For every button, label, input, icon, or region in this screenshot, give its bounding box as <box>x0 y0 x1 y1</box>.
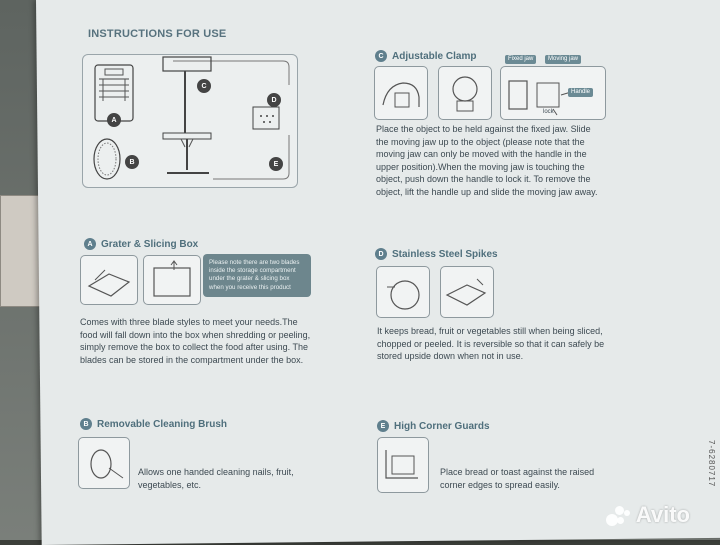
lock-tag: lock <box>543 109 554 115</box>
section-e-text <box>440 466 640 491</box>
section-b-heading <box>80 418 227 430</box>
section-d-badge: D <box>375 248 387 260</box>
section-c-line: Place the object to be held against the fixed jaw. Slide <box>376 124 591 134</box>
section-a-badge: A <box>84 238 96 250</box>
section-a-line: food will fall down into the box when shredding or peeling, <box>80 329 311 340</box>
section-a-heading <box>84 238 198 250</box>
section-a-line: simply remove the box to collect the food after using. The <box>80 342 308 353</box>
section-b-line: vegetables, etc. <box>138 479 202 490</box>
avito-logo-icon <box>606 504 632 526</box>
diagram-marker-e: E <box>269 157 283 171</box>
diagram-marker-d: D <box>267 93 281 107</box>
section-e-badge: E <box>377 420 389 432</box>
product-diagram <box>82 54 298 188</box>
section-c-line: the moving jaw up to the object (please note that the <box>376 136 585 147</box>
section-c-title: Adjustable Clamp <box>392 50 477 62</box>
avito-wordmark: Avito <box>635 502 690 527</box>
section-c-line: object, lift the handle up and slide the moving jaw away. <box>376 186 598 197</box>
section-d-heading <box>375 248 498 260</box>
section-a-title: Grater & Slicing Box <box>101 238 199 250</box>
grater-image-1 <box>80 255 138 305</box>
diagram-marker-b: B <box>125 155 139 169</box>
section-b-line: Allows one handed cleaning nails, fruit, <box>138 467 294 477</box>
corner-guard-image <box>377 437 429 493</box>
section-a-text <box>80 316 320 366</box>
clamp-image-1 <box>374 66 428 120</box>
side-code: 7-6280717 <box>707 440 716 488</box>
section-c-line: upper position).When the moving jaw is touching the <box>376 161 585 172</box>
section-b-text <box>138 466 338 491</box>
section-e-line: corner edges to spread easily. <box>440 479 560 490</box>
diagram-marker-a: A <box>107 113 121 127</box>
section-d-line: It keeps bread, fruit or vegetables still when being sliced, <box>377 326 603 336</box>
moving-jaw-tag: Moving jaw <box>545 55 581 64</box>
section-d-text <box>377 325 617 363</box>
section-e-title: High Corner Guards <box>394 420 490 432</box>
section-b-title: Removable Cleaning Brush <box>97 418 228 430</box>
section-d-title: Stainless Steel Spikes <box>392 248 498 260</box>
section-d-line: chopped or peeled. It is reversible so that it can safely be <box>377 338 605 349</box>
section-e-heading <box>377 420 490 432</box>
section-b-badge: B <box>80 418 92 430</box>
section-c-line: moving jaw can only be moved with the handle in the <box>376 149 587 160</box>
avito-watermark <box>606 502 690 528</box>
section-c-badge: C <box>375 50 387 62</box>
grater-image-2 <box>143 255 201 305</box>
blade-note: Please note there are two blades inside the storage compartment under the grater & slicing box when you receive this product <box>203 254 311 297</box>
section-c-heading <box>375 50 476 62</box>
section-a-line: blades can be stored in the compartment under the box. <box>80 354 304 365</box>
spikes-image-1 <box>376 266 430 318</box>
section-d-line: stored upside down when not in use. <box>377 351 524 362</box>
section-c-text <box>376 123 616 199</box>
section-c-line: object, push down the handle to lock it. To remove the <box>376 174 591 185</box>
clamp-image-2 <box>438 66 492 120</box>
handle-tag: Handle <box>568 88 593 97</box>
section-a-line: Comes with three blade styles to meet your needs.The <box>80 317 298 327</box>
page-title: INSTRUCTIONS FOR USE <box>88 28 227 40</box>
brush-image <box>78 437 130 489</box>
section-e-line: Place bread or toast against the raised <box>440 467 595 477</box>
diagram-marker-c: C <box>197 79 211 93</box>
spikes-image-2 <box>440 266 494 318</box>
fixed-jaw-tag: Fixed jaw <box>505 55 536 64</box>
